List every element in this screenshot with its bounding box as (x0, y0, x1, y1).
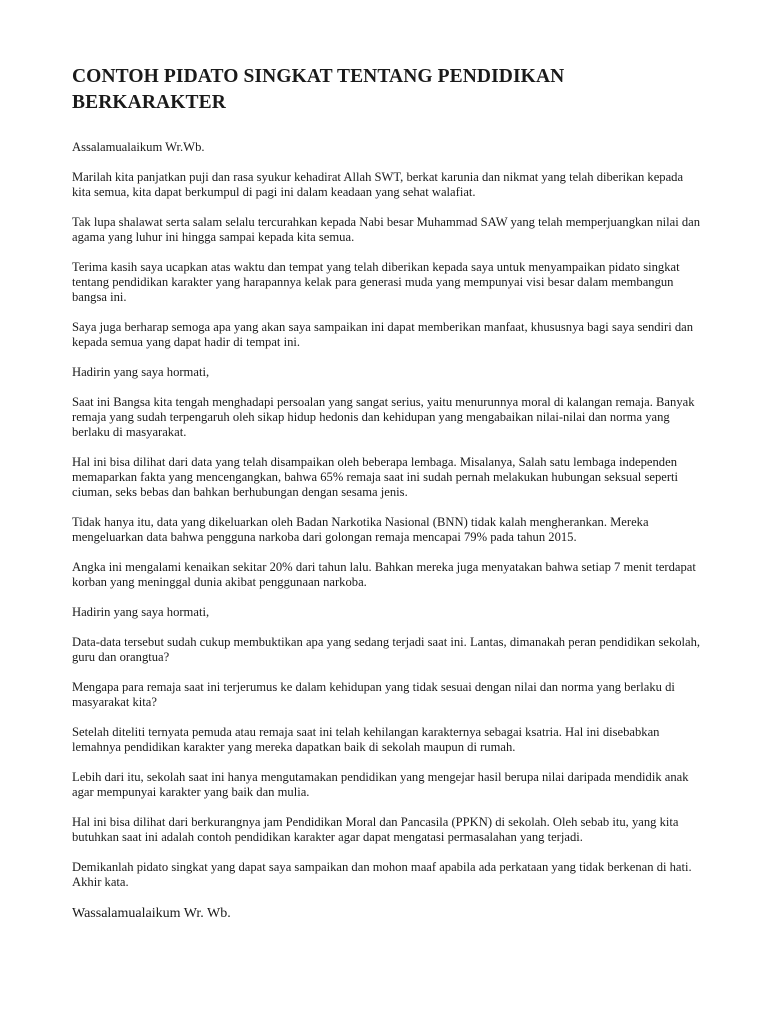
paragraph-salutation: Hadirin yang saya hormati, (72, 605, 210, 619)
paragraph: Saya juga berharap semoga apa yang akan saya sampaikan ini dapat memberikan manfaat, khususnya bagi saya sendiri dan kepada semua yang dapat hadir di tempat ini. (72, 320, 694, 349)
document-title: CONTOH PIDATO SINGKAT TENTANG PENDIDIKAN BERKARAKTER (72, 66, 565, 113)
closing-greeting: Wassalamualaikum Wr. Wb. (72, 906, 231, 921)
paragraph: Setelah diteliti ternyata pemuda atau remaja saat ini telah kehilangan karakternya sebagai ksatria. Hal ini disebabkan lemahnya pendidikan karakter yang mereka dapatkan baik di sekolah maupun di rumah. (72, 725, 660, 754)
paragraph: Demikanlah pidato singkat yang dapat saya sampaikan dan mohon maaf apabila ada perkataan yang tidak berkenan di hati. Akhir kata. (72, 860, 692, 889)
paragraph: Mengapa para remaja saat ini terjerumus ke dalam kehidupan yang tidak sesuai dengan nilai dan norma yang berlaku di masyarakat kita? (72, 680, 675, 709)
paragraph: Saat ini Bangsa kita tengah menghadapi persoalan yang sangat serius, yaitu menurunnya moral di kalangan remaja. Banyak remaja yang sudah terpengaruh oleh sikap hidup hedonis dan kehidupan yang mengabaikan nilai-nilai dan norma yang berlaku di masyarakat. (72, 395, 695, 439)
paragraph: Angka ini mengalami kenaikan sekitar 20% dari tahun lalu. Bahkan mereka juga menyatakan bahwa setiap 7 menit terdapat korban yang meninggal dunia akibat penggunaan narkoba. (72, 560, 696, 589)
paragraph: Hal ini bisa dilihat dari berkurangnya jam Pendidikan Moral dan Pancasila (PPKN) di sekolah. Oleh sebab itu, yang kita butuhkan saat ini adalah contoh pendidikan karakter agar dapat mengatasi permasalahan yang terjadi. (72, 815, 679, 844)
paragraph-greeting: Assalamualaikum Wr.Wb. (72, 140, 205, 154)
paragraph: Lebih dari itu, sekolah saat ini hanya mengutamakan pendidikan yang mengejar hasil berupa nilai daripada mendidik anak agar mempunyai karakter yang baik dan mulia. (72, 770, 689, 799)
paragraph-salutation: Hadirin yang saya hormati, (72, 365, 210, 379)
document-page (72, 64, 702, 922)
paragraph: Hal ini bisa dilihat dari data yang telah disampaikan oleh beberapa lembaga. Misalanya, Salah satu lembaga independen memaparkan fakta yang mencengangkan, bahwa 65% remaja saat ini sudah pernah melakukan hubungan seksual seperti ciuman, seks bebas dan bahkan berhubungan dengan sesama jenis. (72, 455, 679, 499)
paragraph: Terima kasih saya ucapkan atas waktu dan tempat yang telah diberikan kepada saya untuk menyampaikan pidato singkat tentang pendidikan karakter yang harapannya kelak para generasi muda yang mempunyai visi besar dalam membangun bangsa ini. (72, 260, 680, 304)
paragraph: Marilah kita panjatkan puji dan rasa syukur kehadirat Allah SWT, berkat karunia dan nikmat yang telah diberikan kepada kita semua, kita dapat berkumpul di pagi ini dalam keadaan yang sehat walafiat. (72, 170, 684, 199)
paragraph: Data-data tersebut sudah cukup membuktikan apa yang sedang terjadi saat ini. Lantas, dimanakah peran pendidikan sekolah, guru dan orangtua? (72, 635, 701, 664)
paragraph: Tidak hanya itu, data yang dikeluarkan oleh Badan Narkotika Nasional (BNN) tidak kalah mengherankan. Mereka mengeluarkan data bahwa pengguna narkoba dari golongan remaja mencapai 79% pada tahun 2015. (72, 515, 649, 544)
paragraph: Tak lupa shalawat serta salam selalu tercurahkan kepada Nabi besar Muhammad SAW yang telah memperjuangkan nilai dan agama yang luhur ini hingga sampai kepada kita semua. (72, 215, 701, 244)
